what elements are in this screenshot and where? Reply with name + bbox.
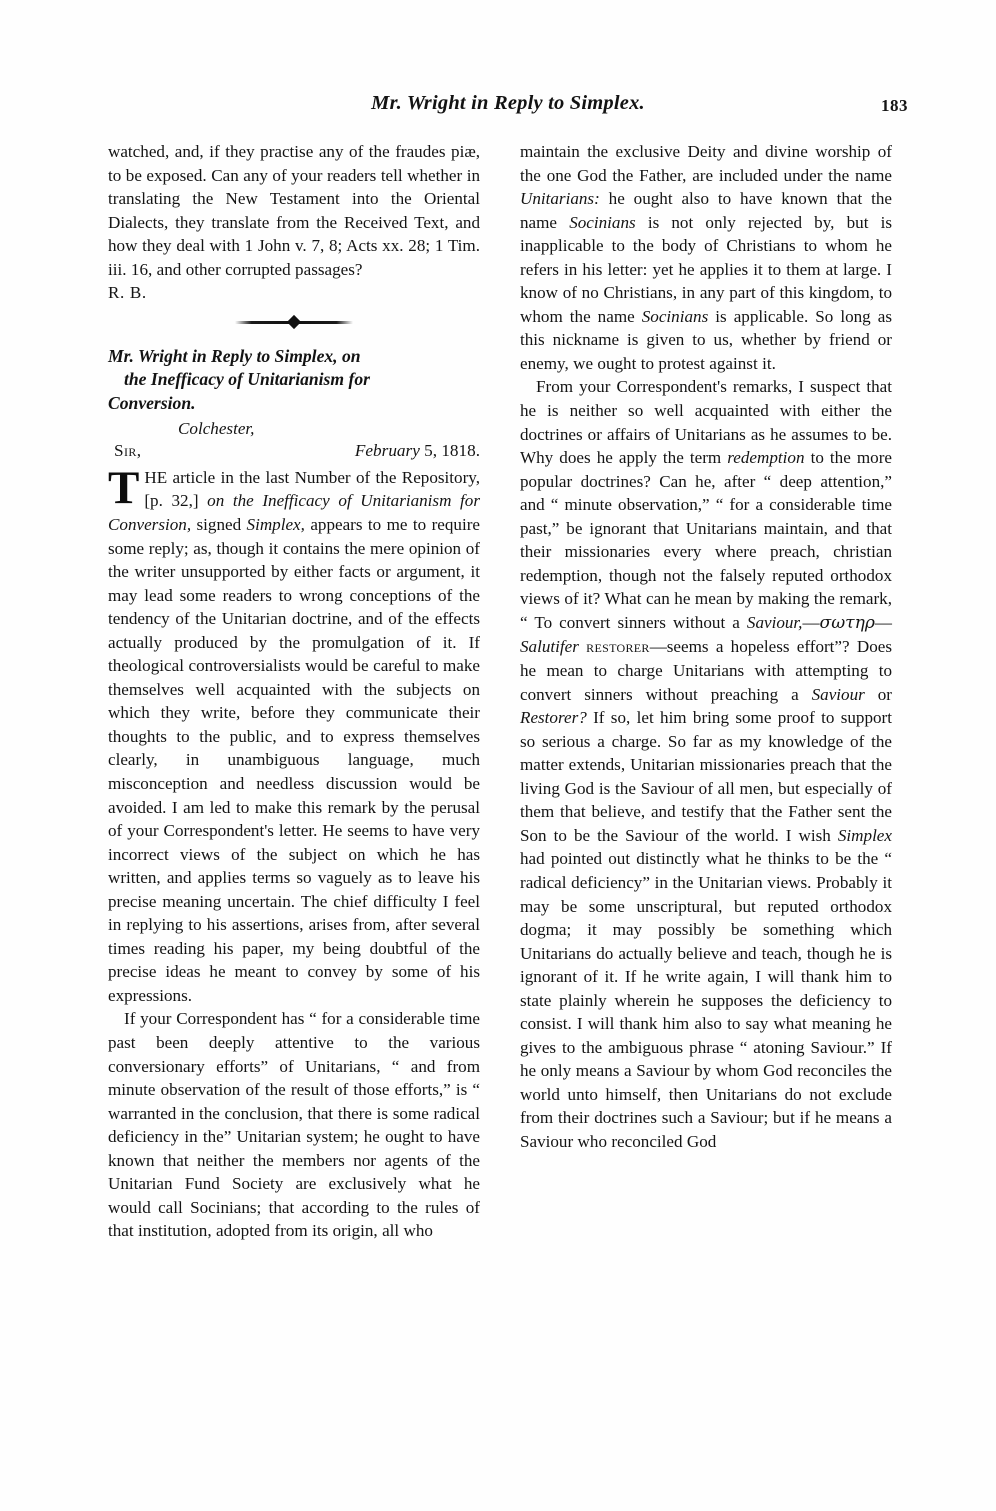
- signature-r-b: R. B.: [108, 283, 147, 303]
- right-p2-text-e: If so, let him bring some proof to support so serious a charge. So far as my knowledge of the matter extends, Unitarian missionaries preach that the living God is the Saviour of all men, but especially of them that believe, and testify that the Father sent the Son to be the Saviour of the world. I wish: [520, 708, 892, 845]
- right-p2-italic-saviour: Saviour,: [746, 612, 803, 632]
- article-heading-line-3: Conversion.: [108, 392, 196, 413]
- right-p2-dash-3: —: [649, 637, 667, 657]
- drop-cap-letter: T: [108, 461, 140, 514]
- salutation: Sir,: [114, 440, 142, 460]
- right-p2-smallcaps-restorer: restorer: [586, 637, 650, 657]
- opening-italic-title: on the Inefficacy of Unitarianism for Conversion,: [108, 491, 480, 534]
- right-p1-text-b: he ought also to have known that the name: [520, 189, 892, 232]
- ornament-divider: [108, 315, 480, 331]
- right-p2-text-f: had pointed out distinctly what he thinks to be the “ radical deficiency” in the Unitarian views. Probably it may be some unscriptural, but reputed orthodox dogma; it may possibly be something which Unitarians do actually believe and teach, though he is ignorant of it. If he write again, I will thank him to state plainly wherein he supposes the deficiency to consist. I will thank him also to say what meaning he gives to the ambiguous phrase “ atoning Saviour.” If he only means a Saviour by whom God reconciles the world unto himself, then Unitarians do not exclude from their doctrines such a Saviour; but if he means a Saviour who reconciled God: [520, 849, 892, 1151]
- right-p2-italic-restorer: Restorer?: [520, 708, 587, 728]
- running-head: [108, 92, 908, 126]
- right-p2-italic-salutifer: Salutifer: [520, 637, 579, 657]
- right-p1-italic-unitarians: Unitarians:: [520, 189, 600, 209]
- opening-italic-signature: Simplex,: [246, 514, 305, 534]
- right-paragraph-2: [520, 375, 892, 1153]
- right-p2-text-a: From your Correspondent's remarks, I suspect that he is neither so well acquainted with either the doctrines or affairs of Unitarians as he assumes to be. Why does he apply the term: [520, 377, 892, 468]
- left-column: [108, 140, 480, 1243]
- right-p2-dash-2: —: [874, 612, 892, 632]
- lozenge-rule-icon: [235, 321, 353, 324]
- article-heading-line-1: Mr. Wright in Reply to Simplex, on: [108, 345, 361, 366]
- continued-paragraph-text: watched, and, if they practise any of the fraudes piæ, to be exposed. Can any of your readers tell whether in translating the New Testament into the Oriental Dialects, they translate from the Received Text, and how they deal with 1 John v. 7, 8; Acts xx. 28; 1 Tim. iii. 16, and other corrupted passages?: [108, 142, 480, 279]
- opening-text-a: HE article in the last Number of the Repository, [p. 32,]: [144, 467, 480, 511]
- continued-paragraph: [108, 140, 480, 281]
- right-p2-text-b: to the more popular doctrines? Can he, after “ deep attention,” and “ minute observation,” “ for a considerable time past,” be ignorant that Unitarians maintain, and that their missionaries every where preach, christian redemption, though not the falsely reputed orthodox views of it? What can he mean by making the remark, “ To convert sinners without a: [520, 448, 892, 632]
- right-column: [520, 140, 892, 1154]
- opening-paragraph: [108, 461, 480, 1008]
- right-p1-italic-socinians-2: Socinians: [641, 306, 709, 326]
- salutation-row: [108, 441, 480, 465]
- right-p1-italic-socinians-1: Socinians: [569, 212, 636, 232]
- right-p2-italic-saviour-2: Saviour: [811, 684, 865, 704]
- right-p2-text-c: seems a hopeless effort”? Does he mean to charge Unitarians with attempting to convert sinners without preaching a: [520, 637, 892, 704]
- dateline-month: February: [354, 440, 420, 460]
- greek-word-soter: σωτηρ: [819, 612, 875, 633]
- right-p1-text-d: is applicable. So long as this nickname is given to us, whether by friend or enemy, we ought to protest against it.: [520, 306, 892, 373]
- right-p2-dash-1: —: [802, 612, 820, 632]
- right-p2-text-d: or: [864, 684, 892, 704]
- right-p1-text-c: is not only rejected by, but is inapplicable to the body of Christians to whom he refers in his letter: yet he applies it to them at large. I know of no Christians, in any part of this kingdom, to whom the name: [520, 212, 893, 326]
- opening-text-b: signed: [191, 514, 247, 534]
- right-paragraph-1: [520, 140, 892, 375]
- dateline-date: [355, 441, 480, 461]
- dateline-place: Colchester,: [178, 419, 255, 439]
- dateline-day-year: 5, 1818.: [419, 440, 480, 460]
- left-second-paragraph: If your Correspondent has “ for a considerable time past been deeply attentive to the various conversionary efforts” of Unitarians, “ and from minute observation of the result of those efforts,” is “ warranted in the conclusion, that there is some radical deficiency in the” Unitarian system; he ought to have known that neither the members nor agents of the Unitarian Fund Society are exclusively what he would call Socinians; that according to the rules of that institution, adopted from its origin, all who: [108, 1009, 480, 1241]
- article-heading: [108, 345, 480, 416]
- right-p1-text-a: maintain the exclusive Deity and divine worship of the one God the Father, are included under the name: [520, 142, 892, 185]
- right-p2-italic-simplex: Simplex: [837, 825, 892, 845]
- article-heading-line-2: the Inefficacy of Unitarianism for: [124, 369, 370, 390]
- right-p2-italic-redemption: redemption: [727, 448, 805, 468]
- running-head-title: Mr. Wright in Reply to Simplex.: [371, 92, 645, 114]
- page-folio-number: 183: [881, 96, 908, 115]
- opening-text-c: appears to me to require some reply; as, though it contains the mere opinion of the writer unsupported by either facts or argument, it may lead some readers to wrong conceptions of the tendency of the Unitarian doctrine, and of the effects actually produced by the promulgation of it. If theological controversialists would be careful to make themselves well acquainted with the subjects on which they write, before they communicate their thoughts to the public, and to express themselves clearly, in unambiguous language, much misconception and needless discussion would be avoided. I am led to make this remark by the perusal of your Correspondent's letter. He seems to have very incorrect views of the subject on which he has written, and applies terms so vaguely as to leave his precise meaning uncertain. The chief difficulty I feel in replying to his assertions, arises from, after several times reading his paper, my being doubtful of the precise ideas he meant to convey by some of his expressions.: [108, 514, 480, 1005]
